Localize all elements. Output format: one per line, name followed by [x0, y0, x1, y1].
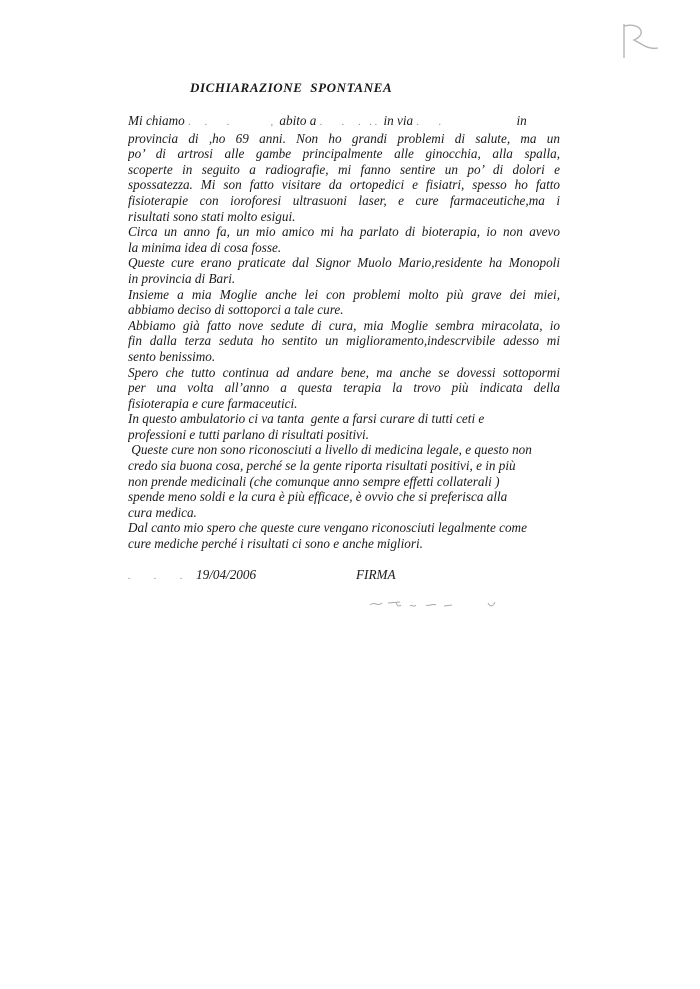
body-text-segment: in [443, 113, 527, 128]
redacted-text: . . [416, 117, 444, 128]
declaration-body [128, 113, 560, 552]
body-line: professioni e tutti parlano di risultati positivi. [128, 426, 369, 442]
document-title: DICHIARAZIONE SPONTANEA [190, 80, 393, 95]
body-text-segment: Mi chiamo [128, 113, 189, 128]
body-line: in provincia di Bari. [128, 270, 236, 286]
body-line [128, 113, 560, 131]
footer-place: . . . . [128, 571, 213, 582]
body-line: Queste cure erano praticate dal Signor Muolo Mario,residente ha Monopoli [128, 255, 560, 271]
body-line: Insieme a mia Moglie anche lei con problemi molto più grave dei miei, [128, 286, 560, 302]
body-line: la minima idea di cosa fosse. [128, 239, 282, 255]
body-line: fisioterapia e cure farmaceutici. [128, 395, 298, 411]
body-line: cura medica. [128, 504, 197, 520]
body-line: Circa un anno fa, un mio amico mi ha parlato di bioterapia, io non avevo [128, 224, 560, 240]
footer-date: 19/04/2006 [196, 567, 257, 582]
body-line: po’ di artrosi alle gambe principalmente alle ginocchia, alla spalla, [128, 146, 560, 162]
redacted-text: . . . , [188, 117, 277, 128]
body-line: risultati sono stati molto esigui. [128, 208, 296, 224]
handwritten-letter-mark [612, 18, 662, 68]
body-line: per una volta all’anno a questa terapia la trovo più indicata della [128, 380, 560, 396]
body-line: spende meno soldi e la cura è più efficace, è ovvio che si preferisca alla [128, 489, 508, 505]
body-text-segment: in via [380, 113, 417, 128]
body-line: non prende medicinali (che comunque anno sempre effetti collaterali ) [128, 473, 500, 489]
body-line: fisioterapie con ioroforesi ultrasuoni laser, e cure farmaceutiche,ma i [128, 192, 560, 208]
body-line: provincia di ,ho 69 anni. Non ho grandi problemi di salute, ma un [128, 130, 560, 146]
body-line: sento benissimo. [128, 348, 216, 364]
body-line: cure mediche perché i risultati ci sono e anche migliori. [128, 536, 423, 552]
handwritten-signature [366, 595, 506, 613]
body-line: Dal canto mio spero che queste cure vengano riconosciuti legalmente come [128, 520, 527, 536]
body-line: Queste cure non sono riconosciuti a livello di medicina legale, e questo non [128, 442, 532, 458]
body-line: abbiamo deciso di sottoporci a tale cure. [128, 302, 344, 318]
body-line: Spero che tutto continua ad andare bene, ma anche se dovessi sottopormi [128, 364, 560, 380]
body-line: In questo ambulatorio ci va tanta gente a farsi curare di tutti ceti e [128, 411, 485, 427]
body-line: credo sia buona cosa, perché se la gente riporta risultati positivi, e in più [128, 458, 516, 474]
redacted-text: . . . .. [319, 117, 381, 128]
body-line: fin dalla terza seduta ho sentito un miglioramento,indescrvibile adesso mi [128, 333, 560, 349]
body-line: spossatezza. Mi son fatto visitare da ortopedici e fisiatri, spesso ho fatto [128, 177, 560, 193]
body-line: scoperte in seguito a radiografie, mi fanno sentire un po’ di dolori e [128, 161, 560, 177]
body-text-segment: abito a [276, 113, 320, 128]
footer-signature-label: FIRMA [356, 567, 396, 582]
body-line: Abbiamo già fatto nove sedute di cura, mia Moglie sembra miracolata, io [128, 317, 560, 333]
